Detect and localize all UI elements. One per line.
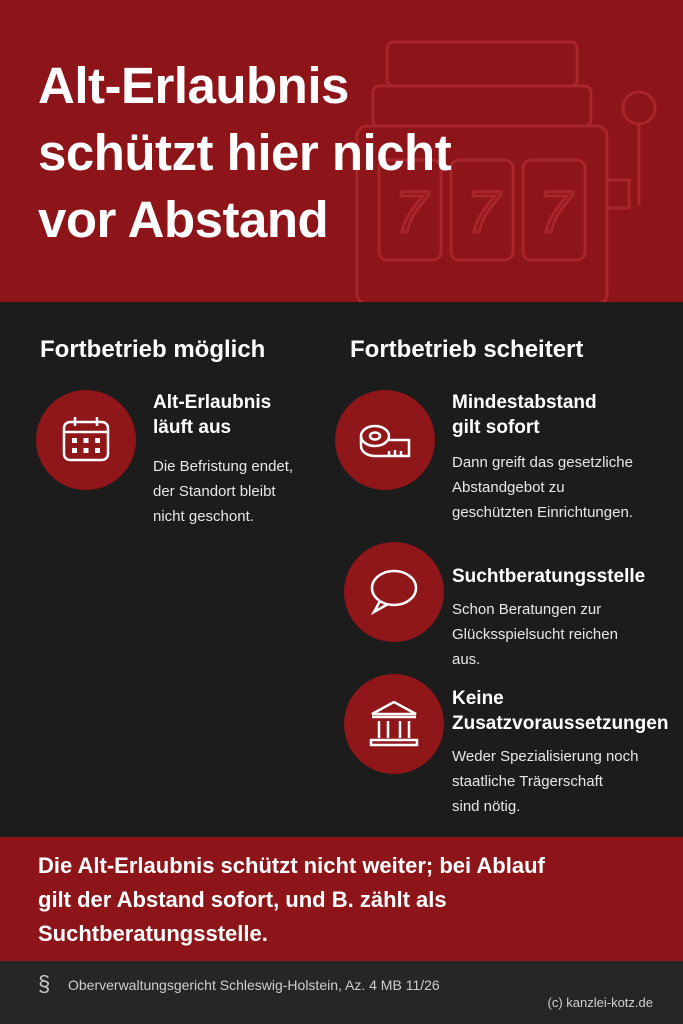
- main-content: [0, 302, 683, 837]
- slot-digit: 7: [395, 180, 428, 245]
- left-column-heading: Fortbetrieb möglich: [40, 336, 266, 363]
- header-banner: [0, 0, 683, 302]
- copyright-notice: (c) kanzlei-kotz.de: [547, 995, 653, 1010]
- item-title: Alt-Erlaubnis läuft aus: [153, 392, 272, 438]
- slot-digit: 7: [467, 180, 500, 245]
- item-title: Mindestabstand gilt sofort: [452, 392, 597, 438]
- list-item-alt-erlaubnis: [36, 390, 366, 550]
- court-reference: Oberverwaltungsgericht Schleswig-Holstein, Az. 4 MB 11/26: [68, 977, 440, 993]
- summary-banner: [0, 837, 683, 961]
- footer: [0, 961, 683, 1024]
- institution-building-icon: [344, 674, 444, 774]
- item-title: Suchtberatungsstelle: [452, 566, 646, 587]
- item-text: Weder Spezialisierung noch staatliche Trägerschaft sind nötig.: [452, 748, 639, 815]
- list-item-suchtberatungsstelle: [344, 542, 674, 668]
- item-text: Schon Beratungen zur Glücksspielsucht reichen aus.: [452, 601, 618, 668]
- item-title: Keine Zusatzvoraussetzungen: [452, 688, 669, 734]
- measuring-tape-icon: [335, 390, 435, 490]
- list-item-mindestabstand: [335, 390, 665, 540]
- page-title: Alt-Erlaubnis schützt hier nicht vor Abstand: [38, 57, 452, 248]
- item-text: Die Befristung endet, der Standort bleibt nicht geschont.: [153, 458, 294, 525]
- list-item-zusatzvoraussetzungen: [344, 674, 674, 824]
- calendar-icon: [36, 390, 136, 490]
- summary-text: Die Alt-Erlaubnis schützt nicht weiter; bei Ablauf gilt der Abstand sofort, und B. zählt als Suchtberatungsstelle.: [38, 853, 545, 946]
- slot-digit: 7: [539, 180, 572, 245]
- item-text: Dann greift das gesetzliche Abstandgebot zu geschützten Einrichtungen.: [452, 454, 633, 521]
- paragraph-icon: §: [38, 971, 51, 996]
- speech-bubble-icon: [344, 542, 444, 642]
- right-column-heading: Fortbetrieb scheitert: [350, 336, 584, 363]
